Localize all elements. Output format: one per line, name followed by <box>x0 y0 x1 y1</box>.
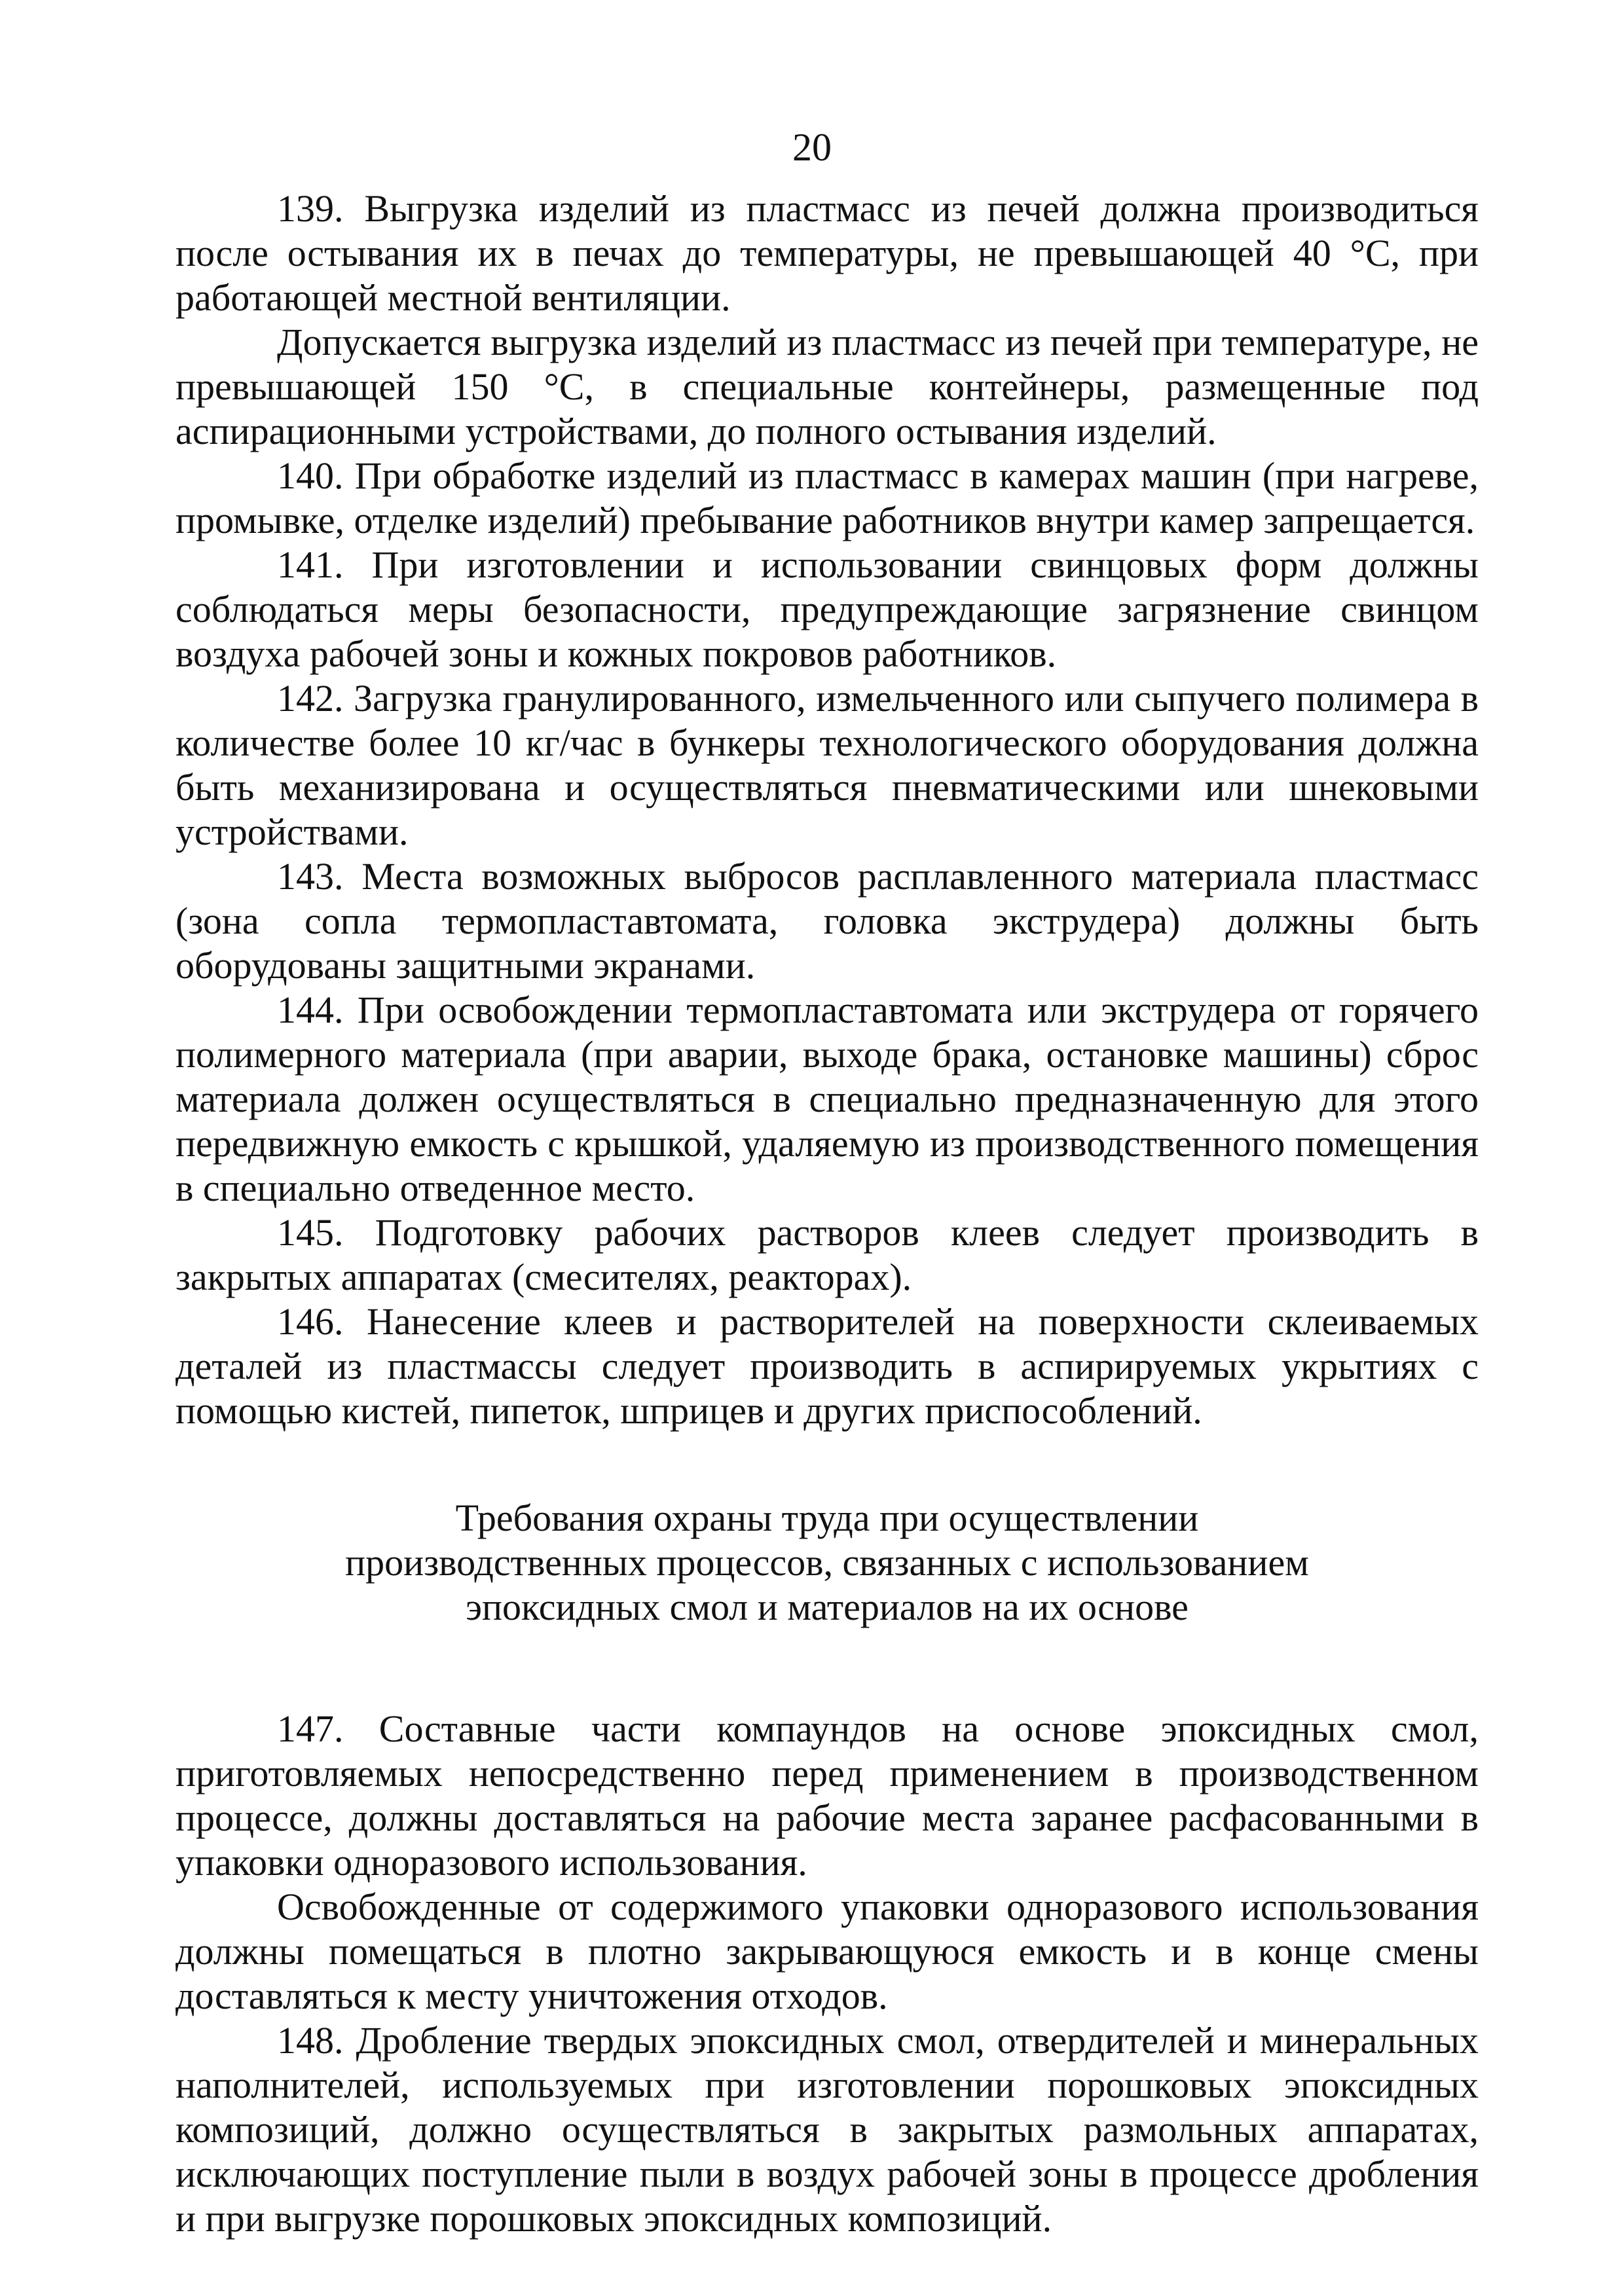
paragraph-139-continuation: Допускается выгрузка изделий из пластмасс из печей при температуре, не превышающей 150 °С, в специальные контейнеры, размещенные под аспирационными устройствами, до полного остывания изделий. <box>175 321 1479 452</box>
section-heading-line-3: эпоксидных смол и материалов на их основе <box>466 1586 1189 1628</box>
section-heading-line-1: Требования охраны труда при осуществлении <box>455 1497 1199 1539</box>
paragraph-142: 142. Загрузка гранулированного, измельченного или сыпучего полимера в количестве более 10 кг/час в бункеры технологического оборудования должна быть механизирована и осуществляться пневматическими или шнековыми устройствами. <box>175 677 1479 853</box>
paragraph-147: 147. Составные части компаундов на основе эпоксидных смол, приготовляемых непосредственно перед применением в производственном процессе, должны доставляться на рабочие места заранее расфасованными в упаковки одноразового использования. <box>175 1707 1479 1884</box>
paragraph-139: 139. Выгрузка изделий из пластмасс из печей должна производиться после остывания их в печах до температуры, не превышающей 40 °С, при работающей местной вентиляции. <box>175 187 1479 319</box>
document-body <box>175 187 1479 2241</box>
paragraph-146: 146. Нанесение клеев и растворителей на поверхности склеиваемых деталей из пластмассы следует производить в аспирируемых укрытиях с помощью кистей, пипеток, шприцев и других приспособлений. <box>175 1300 1479 1432</box>
section-heading <box>175 1496 1479 1630</box>
paragraph-148: 148. Дробление твердых эпоксидных смол, отвердителей и минеральных наполнителей, используемых при изготовлении порошковых эпоксидных композиций, должно осуществляться в закрытых размольных аппаратах, исключающих поступление пыли в воздух рабочей зоны в процессе дробления и при выгрузке порошковых эпоксидных композиций. <box>175 2019 1479 2240</box>
paragraph-144: 144. При освобождении термопластавтомата или экструдера от горячего полимерного материала (при аварии, выходе брака, остановке машины) сброс материала должен осуществляться в специально предназначенную для этого передвижную емкость с крышкой, удаляемую из производственного помещения в специально отведенное место. <box>175 989 1479 1209</box>
paragraph-147-continuation: Освобожденные от содержимого упаковки одноразового использования должны помещаться в плотно закрывающуюся емкость и в конце смены доставляться к месту уничтожения отходов. <box>175 1886 1479 2017</box>
page-number: 20 <box>792 126 832 169</box>
paragraph-143: 143. Места возможных выбросов расплавленного материала пластмасс (зона сопла термопластавтомата, головка экструдера) должны быть оборудованы защитными экранами. <box>175 855 1479 987</box>
paragraph-141: 141. При изготовлении и использовании свинцовых форм должны соблюдаться меры безопасности, предупреждающие загрязнение свинцом воздуха рабочей зоны и кожных покровов работников. <box>175 543 1479 675</box>
section-heading-line-2: производственных процессов, связанных с использованием <box>345 1541 1309 1584</box>
paragraph-140: 140. При обработке изделий из пластмасс в камерах машин (при нагреве, промывке, отделке изделий) пребывание работников внутри камер запрещается. <box>175 454 1479 541</box>
paragraph-145: 145. Подготовку рабочих растворов клеев следует производить в закрытых аппаратах (смесителях, реакторах). <box>175 1211 1479 1298</box>
